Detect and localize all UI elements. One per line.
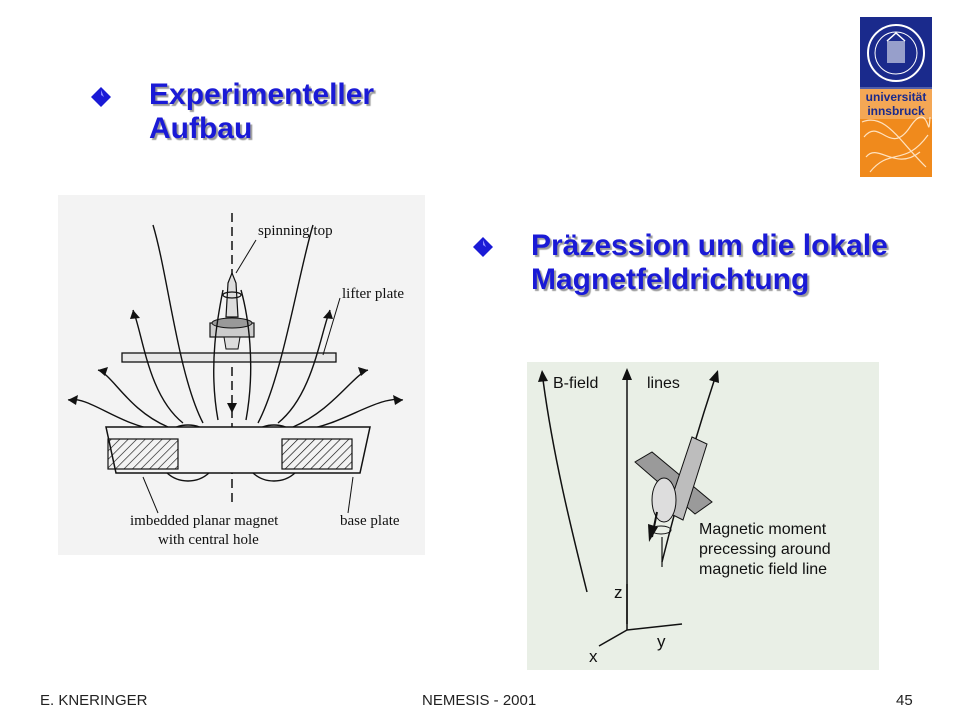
logo-text-universitaet: universität [865, 90, 927, 104]
experimental-setup-figure [58, 195, 425, 555]
footer-event: NEMESIS - 2001 [422, 692, 537, 709]
page-number: 45 [896, 692, 913, 709]
heading-experimental-setup: Experimenteller Aufbau [149, 78, 375, 145]
label-moment-line2: precessing around [699, 541, 831, 558]
axis-label-y: y [657, 632, 666, 651]
precession-figure [527, 362, 879, 670]
university-logo [860, 17, 932, 177]
label-base-plate: base plate [340, 513, 400, 529]
label-lines: lines [647, 375, 680, 392]
diamond-bullet-icon [90, 86, 112, 108]
label-magnet-line2: with central hole [158, 532, 259, 548]
logo-text-innsbruck: innsbruck [867, 104, 925, 118]
footer-author: E. KNERINGER [40, 692, 148, 709]
label-magnet-line1: imbedded planar magnet [130, 513, 279, 529]
label-moment-line1: Magnetic moment [699, 521, 827, 538]
heading-precession: Präzession um die lokale Magnetfeldrichtung [531, 229, 888, 296]
axis-label-z: z [614, 583, 623, 602]
label-spinning-top: spinning top [258, 223, 333, 239]
label-lifter-plate: lifter plate [342, 286, 405, 302]
axis-label-x: x [589, 647, 598, 666]
label-moment-line3: magnetic field line [699, 561, 828, 578]
label-bfield: B-field [553, 375, 599, 392]
diamond-bullet-icon [472, 236, 494, 258]
